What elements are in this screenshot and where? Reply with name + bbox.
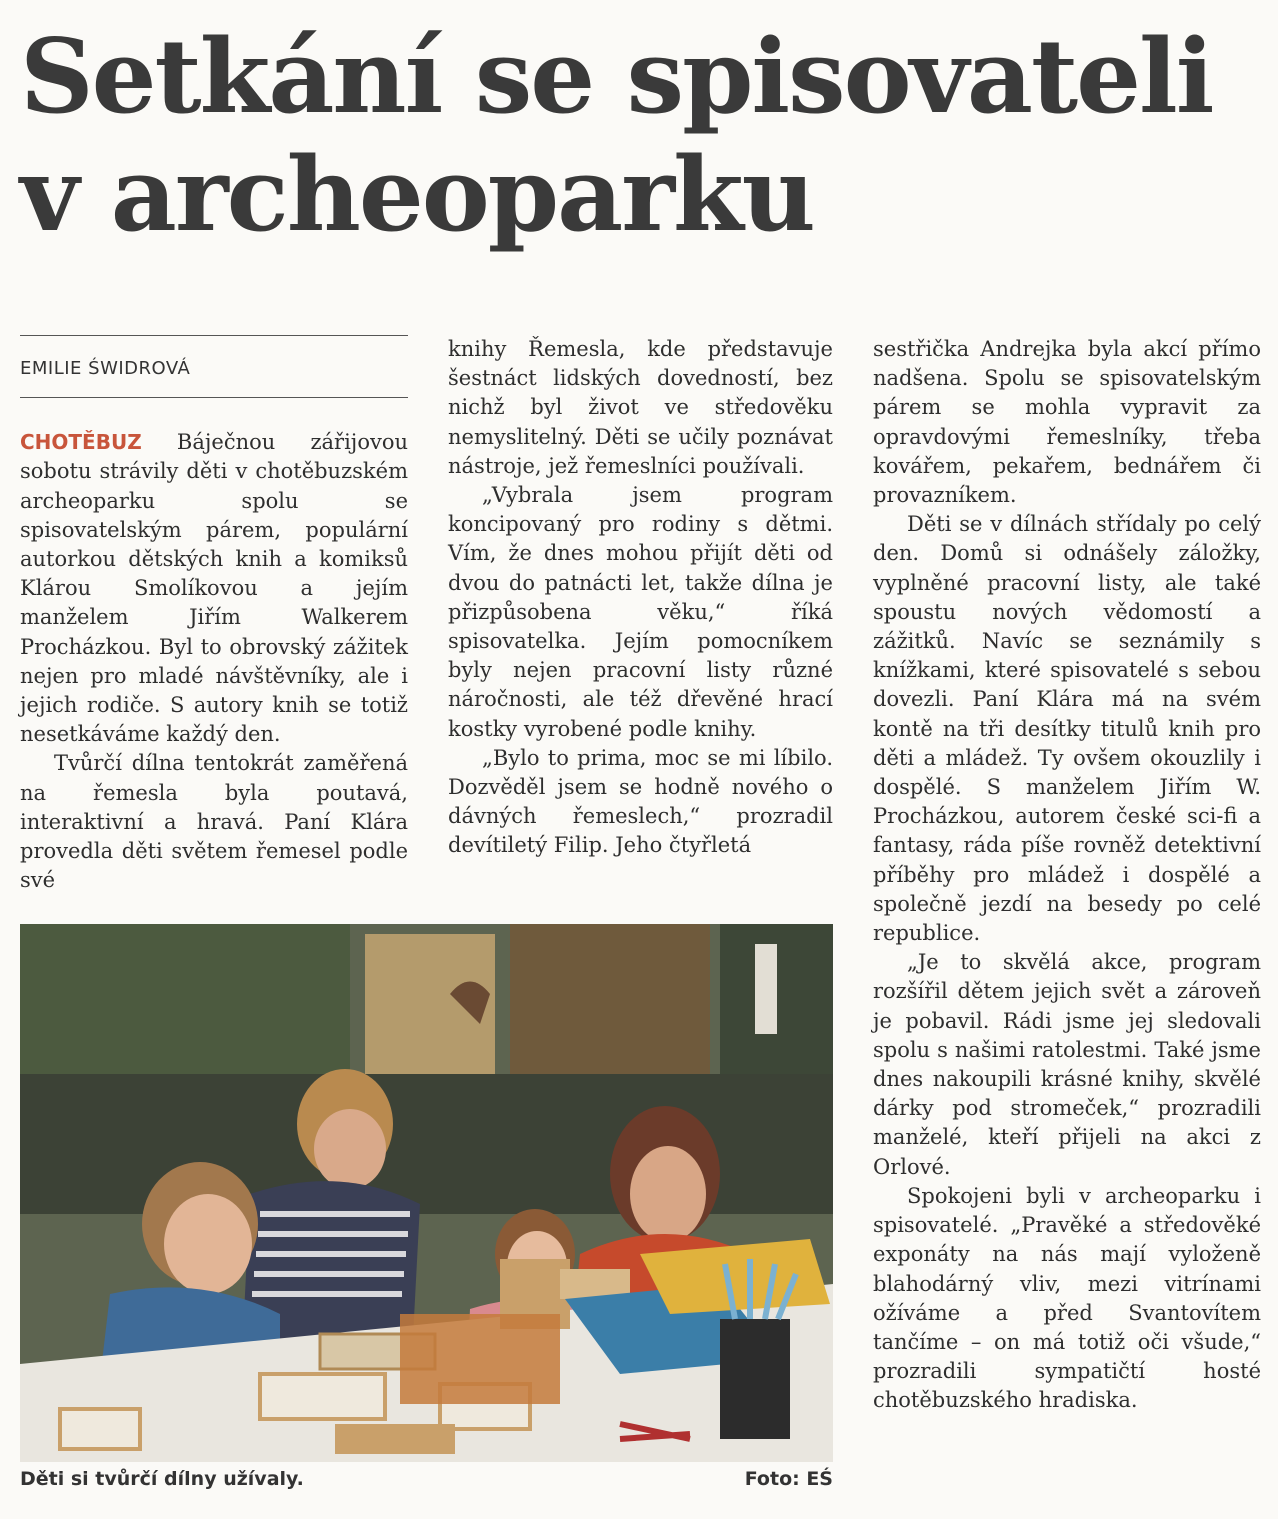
- photo-caption: Děti si tvůrčí dílny užívaly.: [20, 1468, 304, 1490]
- headline: [20, 18, 1260, 254]
- paragraph-6: sestřička Andrejka byla akcí přímo nadšena. Spolu se spisovatelským párem se mohla vypravit za opravdovými řemeslníky, třeba kovářem, pekařem, bednářem či provazníkem.: [873, 337, 1261, 508]
- paragraph-8: „Je to skvělá akce, program rozšířil dětem jejich svět a zároveň je pobavil. Rádi jsme jej sledovali spolu s našimi ratolestmi. Také jsme dnes nakoupili krásné knihy, skvělé dárky pod stromeček,“ prozradili manželé, kteří přijeli na akci z Orlové.: [873, 950, 1261, 1179]
- paragraph-2: Tvůrčí dílna tentokrát zaměřená na řemesla byla poutavá, interaktivní a hravá. Paní Klára provedla děti světem řemesel podle své: [20, 751, 408, 893]
- paragraph-5: „Bylo to prima, moc se mi líbilo. Dozvěděl jsem se hodně nového o dávných řemeslech,“ prozradil devítiletý Filip. Jeho čtyřletá: [448, 745, 833, 858]
- paragraph-7: Děti se v dílnách střídaly po celý den. Domů si odnášely záložky, vyplněné pracovní listy, ale také spoustu nových vědomostí a zážitků. Navíc se seznámily s knížkami, které spisovatelé s sebou dovezli. Paní Klára má na svém kontě na tři desítky titulů knih pro děti a mládež. Ty ovšem okouzlily i dospělé. S manželem Jiřím W. Procházkou, autorem české sci-fi a fantasy, ráda píše rovněž detektivní příběhy pro mládež i dospělé a společně jezdí na besedy po celé republice.: [873, 512, 1261, 946]
- photo-caption-bar: [20, 1468, 833, 1490]
- paragraph-3: knihy Řemesla, kde představuje šestnáct lidských dovedností, bez nichž byl život ve středověku nemyslitelný. Děti se učily poznávat nástroje, jež řemeslníci používali.: [448, 337, 833, 478]
- headline-line-2: v archeoparku: [20, 135, 814, 255]
- dateline-place: CHOTĚBUZ: [20, 430, 142, 455]
- column-2: [448, 335, 833, 861]
- paragraph-1-text: Báječnou zářijovou sobotu strávily děti v chotěbuzském archeoparku spolu se spisovatelským párem, populární autorkou dětských knih a komiksů Klárou Smolíkovou a jejím manželem Jiřím Walkerem Procházkou. Byl to obrovský zážitek nejen pro mladé návštěvníky, ale i jejich rodiče. S autory knih se totiž nesetkáváme každý den.: [20, 430, 408, 747]
- photo-credit: Foto: EŚ: [744, 1468, 833, 1490]
- paragraph-1: [20, 428, 408, 749]
- byline-rule-bottom: [20, 397, 408, 398]
- column-1: [20, 335, 408, 895]
- workshop-photo-illustration: [20, 924, 833, 1462]
- byline: EMILIE ŚWIDROVÁ: [20, 358, 191, 379]
- article-photo: [20, 924, 833, 1462]
- paragraph-9: Spokojeni byli v archeoparku i spisovatelé. „Pravěké a středověké exponáty na nás mají vyloženě blahodárný vliv, mezi vitrínami ožíváme a před Svantovítem tančíme – on má totiž oči všude,“ prozradili sympatičtí hosté chotěbuzského hradiska.: [873, 1183, 1261, 1413]
- paragraph-4: „Vybrala jsem program koncipovaný pro rodiny s dětmi. Vím, že dnes mohou přijít děti od dvou do patnácti let, takže dílna je přizpůsobena věku,“ říká spisovatelka. Jejím pomocníkem byly nejen pracovní listy různé náročnosti, ale též dřevěné hrací kostky vyrobené podle knihy.: [448, 483, 833, 741]
- headline-line-1: Setkání se spisovateli: [20, 17, 1213, 137]
- column-3: [873, 335, 1261, 1416]
